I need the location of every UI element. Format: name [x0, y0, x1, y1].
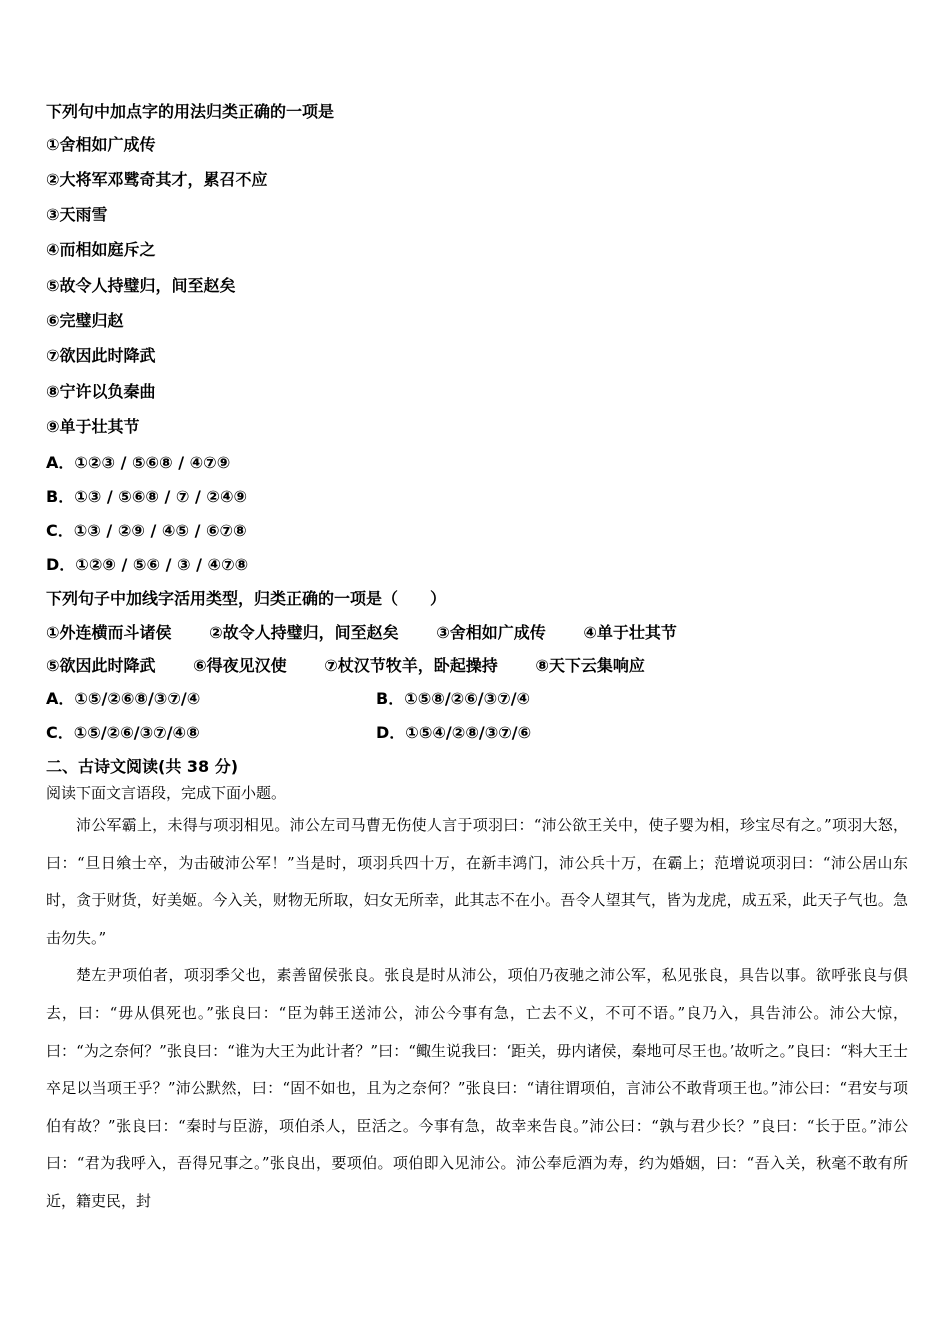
q2-option-d[interactable]: D．①⑤④/②⑧/③⑦/⑥ — [376, 723, 532, 742]
q1-option-b[interactable]: B．①③ / ⑤⑥⑧ / ⑦ / ②④⑨ — [46, 487, 248, 506]
q1-option-d[interactable]: D．①②⑨ / ⑤⑥ / ③ / ④⑦⑧ — [46, 555, 249, 574]
q1-item-6: ⑥完璧归赵 — [46, 311, 124, 330]
q1-item-8: ⑧宁许以负秦曲 — [46, 382, 156, 401]
q2-items-row-1: ①外连横而斗诸侯 ②故令人持璧归，间至赵矣 ③舍相如广成传 ④单于壮其节 — [46, 623, 677, 642]
q1-item-3: ③天雨雪 — [46, 205, 108, 224]
q1-stem: 下列句中加点字的用法归类正确的一项是 — [46, 102, 335, 121]
q2-option-a[interactable]: A．①⑤/②⑥⑧/③⑦/④ — [46, 689, 201, 708]
q1-item-1: ①舍相如广成传 — [46, 135, 156, 154]
q1-item-9: ⑨单于壮其节 — [46, 417, 140, 436]
q1-item-2: ②大将军邓骘奇其才，累召不应 — [46, 170, 268, 189]
reading-instruction: 阅读下面文言语段，完成下面小题。 — [46, 784, 287, 802]
q1-option-a[interactable]: A．①②③ / ⑤⑥⑧ / ④⑦⑨ — [46, 453, 231, 472]
passage-paragraph-2: 楚左尹项伯者，项羽季父也，素善留侯张良。张良是时从沛公，项伯乃夜驰之沛公军，私见张良，具告以事。欲呼张良与俱去，曰：“毋从俱死也。”张良曰：“臣为韩王送沛公，沛公今事有急，亡去不义，不可不语。”良乃入，具告沛公。沛公大惊，曰：“为之奈何？”张良曰：“谁为大王为此计者？”曰：“鲰生说我曰：‘距关，毋内诸侯，秦地可尽王也。’故听之。”良曰：“料大王士卒足以当项王乎？”沛公默然，曰：“固不如也，且为之奈何？”张良曰：“请往谓项伯，言沛公不敢背项王也。”沛公曰：“君安与项伯有故？”张良曰：“秦时与臣游，项伯杀人，臣活之。今事有急，故幸来告良。”沛公曰：“孰与君少长？”良曰：“长于臣。”沛公曰：“君为我呼入，吾得兄事之。”张良出，要项伯。项伯即入见沛公。沛公奉卮酒为寿，约为婚姻，曰：“吾入关，秋毫不敢有所近，籍吏民，封 — [46, 966, 908, 1210]
q1-item-7: ⑦欲因此时降武 — [46, 346, 156, 365]
section-heading: 二、古诗文阅读(共 38 分) — [46, 757, 239, 776]
q2-items-row-2: ⑤欲因此时降武 ⑥得夜见汉使 ⑦杖汉节牧羊，卧起操持 ⑧天下云集响应 — [46, 656, 645, 675]
passage-paragraph-1: 沛公军霸上，未得与项羽相见。沛公左司马曹无伤使人言于项羽曰：“沛公欲王关中，使子婴为相，珍宝尽有之。”项羽大怒，曰：“旦日飨士卒，为击破沛公军！”当是时，项羽兵四十万，在新丰鸿门，沛公兵十万，在霸上；范增说项羽曰：“沛公居山东时，贪于财货，好美姬。今入关，财物无所取，妇女无所幸，此其志不在小。吾令人望其气，皆为龙虎，成五采，此天子气也。急击勿失。” — [46, 816, 908, 947]
classical-passage — [46, 807, 908, 1221]
q1-item-5: ⑤故令人持璧归，间至赵矣 — [46, 276, 236, 295]
q2-option-c[interactable]: C．①⑤/②⑥/③⑦/④⑧ — [46, 723, 200, 742]
q2-option-b[interactable]: B．①⑤⑧/②⑥/③⑦/④ — [376, 689, 531, 708]
q2-stem: 下列句子中加线字活用类型，归类正确的一项是（ ） — [46, 589, 447, 608]
q1-option-c[interactable]: C．①③ / ②⑨ / ④⑤ / ⑥⑦⑧ — [46, 521, 247, 540]
q1-item-4: ④而相如庭斥之 — [46, 240, 156, 259]
